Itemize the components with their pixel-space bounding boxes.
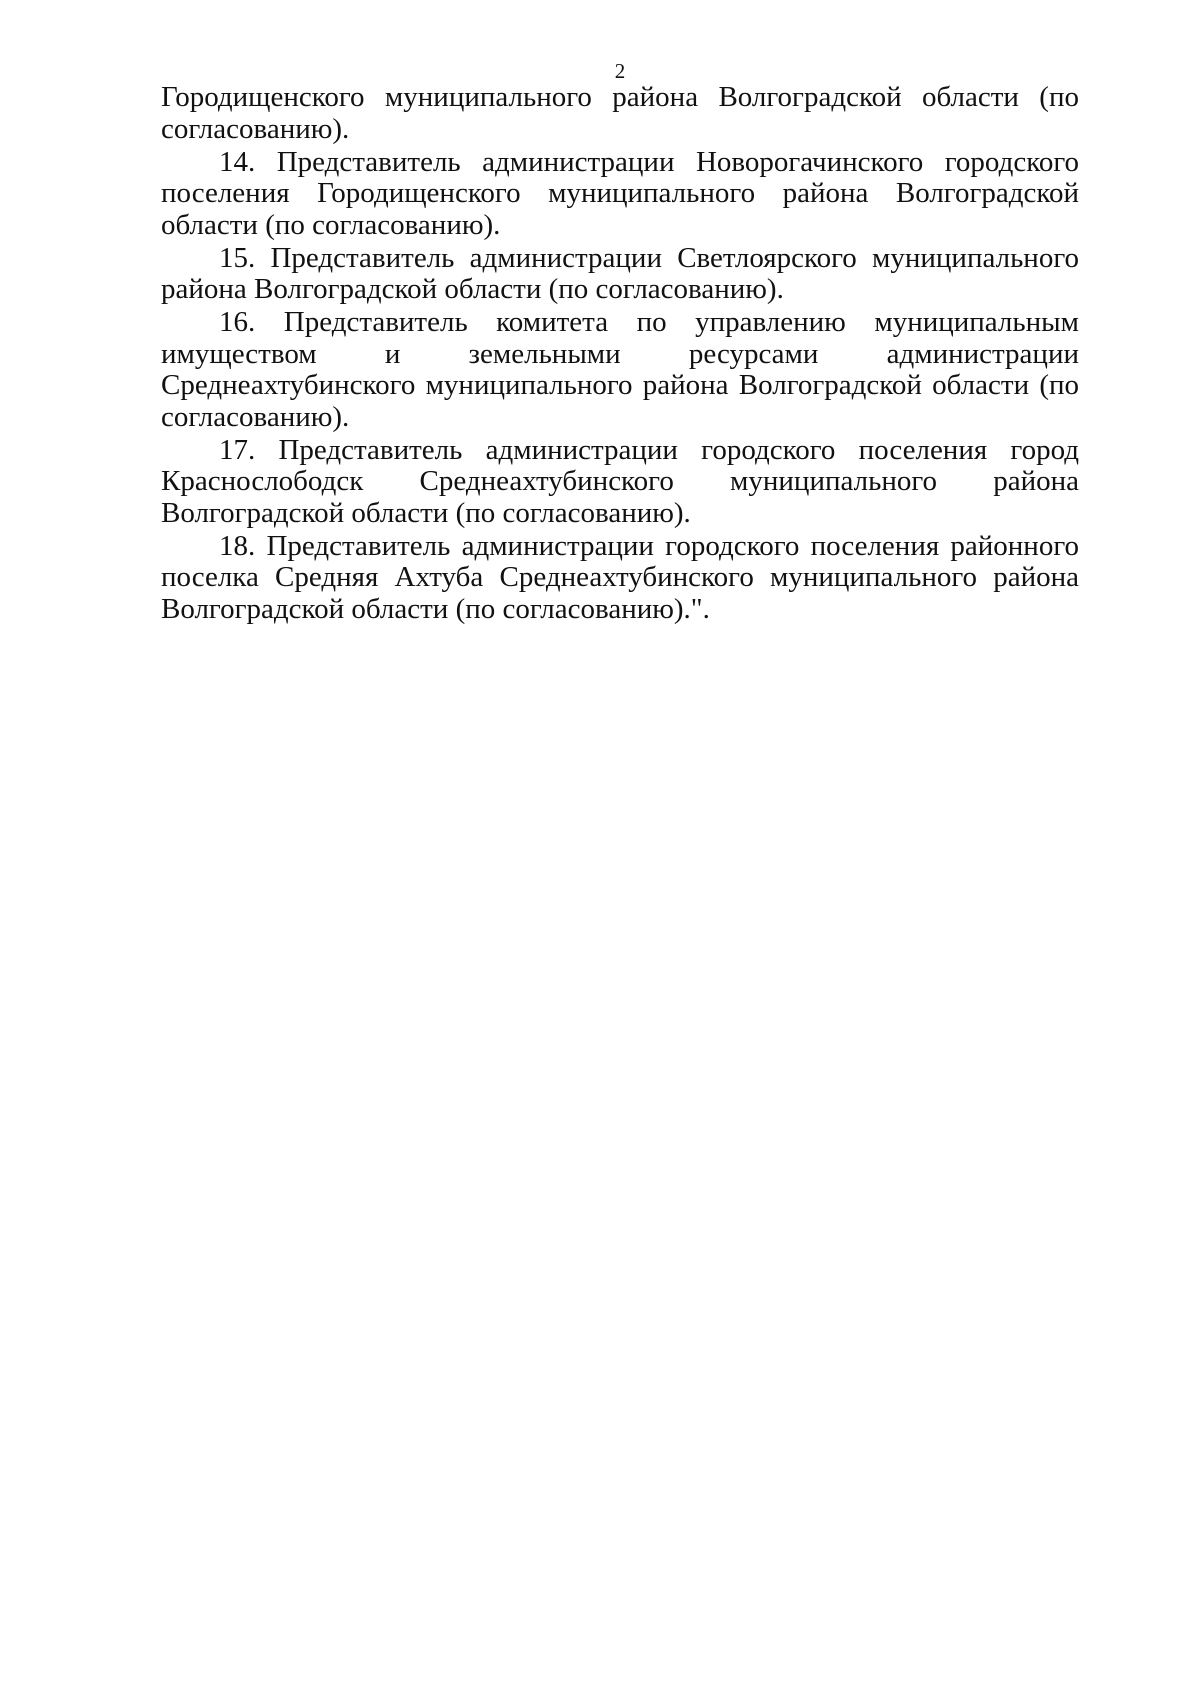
body-text bbox=[161, 82, 1079, 627]
page-number: 2 bbox=[614, 59, 626, 83]
paragraph-item-14: 14. Представитель администрации Новорогачинского городского поселения Городищенского муниципального района Волгоградской области (по согласованию). bbox=[161, 145, 1079, 241]
paragraph-item-18: 18. Представитель администрации городского поселения районного поселка Средняя Ахтуба Среднеахтубинского муниципального района Волгоградской области (по согласованию).". bbox=[161, 529, 1079, 625]
paragraph-item-15: 15. Представитель администрации Светлоярского муниципального района Волгоградской области (по согласованию). bbox=[161, 241, 1079, 305]
paragraph-item-16: 16. Представитель комитета по управлению муниципальным имуществом и земельными ресурсами администрации Среднеахтубинского муниципального района Волгоградской области (по согласованию). bbox=[161, 306, 1079, 433]
paragraph-continuation: Городищенского муниципального района Волгоградской области (по согласованию). bbox=[161, 81, 1079, 145]
paragraph-item-17: 17. Представитель администрации городского поселения город Краснослободск Среднеахтубинского муниципального района Волгоградской области (по согласованию). bbox=[161, 433, 1079, 529]
